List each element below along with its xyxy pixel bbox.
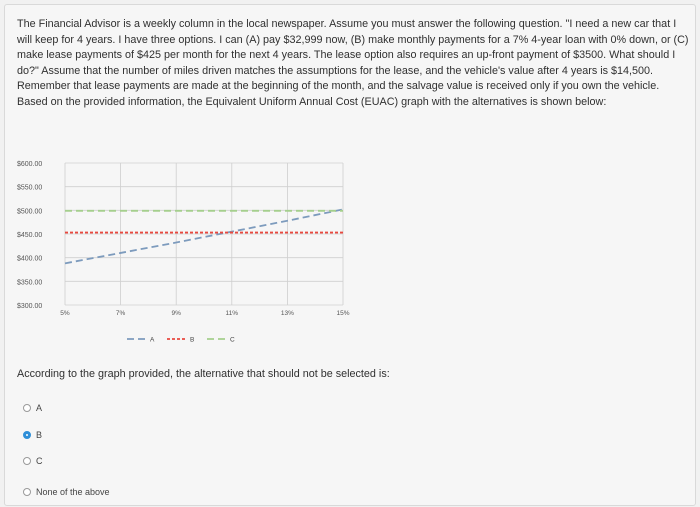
x-tick-label: 13% (280, 310, 294, 317)
y-tick-label: $500.00 (17, 208, 43, 216)
euac-chart (17, 153, 357, 358)
x-tick-label: 11% (225, 310, 239, 317)
y-tick-label: $300.00 (17, 303, 43, 310)
option-b-label: B (36, 430, 43, 440)
option-none-radio[interactable] (23, 488, 31, 496)
option-none-label: None of the above (36, 487, 110, 497)
legend-label-c: C (230, 336, 235, 344)
question-text: The Financial Advisor is a weekly column in the local newspaper. Assume you must answer the following question. "I need a new car that I will keep for 4 years. I have three options. I can (A) pay $32,999 now, (B) make monthly payments for a 7% 4-year loan with 0% down, or (C) make lease payments of $425 per month for the next 4 years. The lease option also requires an up-front payment of $3500. What should I do?" Assume that the number of miles driven matches the assumptions for the lease, and the vehicle's value after 4 years is $14,500. Remember that lease payments are made at the beginning of the month, and the salvage value is received only if you own the vehicle. Based on the provided information, the Equivalent Uniform Annual Cost (EUAC) graph with the alternatives is shown below: (17, 18, 689, 108)
y-tick-label: $450.00 (17, 232, 43, 239)
legend-label-a: A (150, 336, 155, 344)
y-tick-label: $600.00 (17, 161, 43, 168)
option-c-label: C (36, 456, 43, 466)
answer-prompt: According to the graph provided, the alternative that should not be selected is: (17, 368, 390, 380)
x-tick-label: 5% (60, 310, 70, 317)
x-tick-label: 9% (171, 310, 181, 317)
option-a-radio[interactable] (23, 404, 31, 412)
option-b-radio[interactable] (23, 431, 31, 439)
option-b[interactable] (23, 430, 42, 440)
x-tick-label: 15% (336, 310, 350, 317)
question-card (4, 4, 696, 506)
y-tick-label: $550.00 (17, 184, 43, 192)
option-c[interactable] (23, 456, 43, 466)
x-tick-label: 7% (115, 310, 126, 317)
option-none[interactable] (23, 487, 110, 497)
option-a-label: A (36, 403, 43, 413)
option-c-radio[interactable] (23, 457, 31, 465)
option-a[interactable] (23, 403, 42, 413)
euac-chart-svg (17, 153, 357, 358)
legend-label-b: B (190, 336, 195, 344)
series-line-a (65, 209, 343, 263)
y-tick-label: $350.00 (17, 279, 43, 287)
y-tick-label: $400.00 (17, 255, 43, 263)
